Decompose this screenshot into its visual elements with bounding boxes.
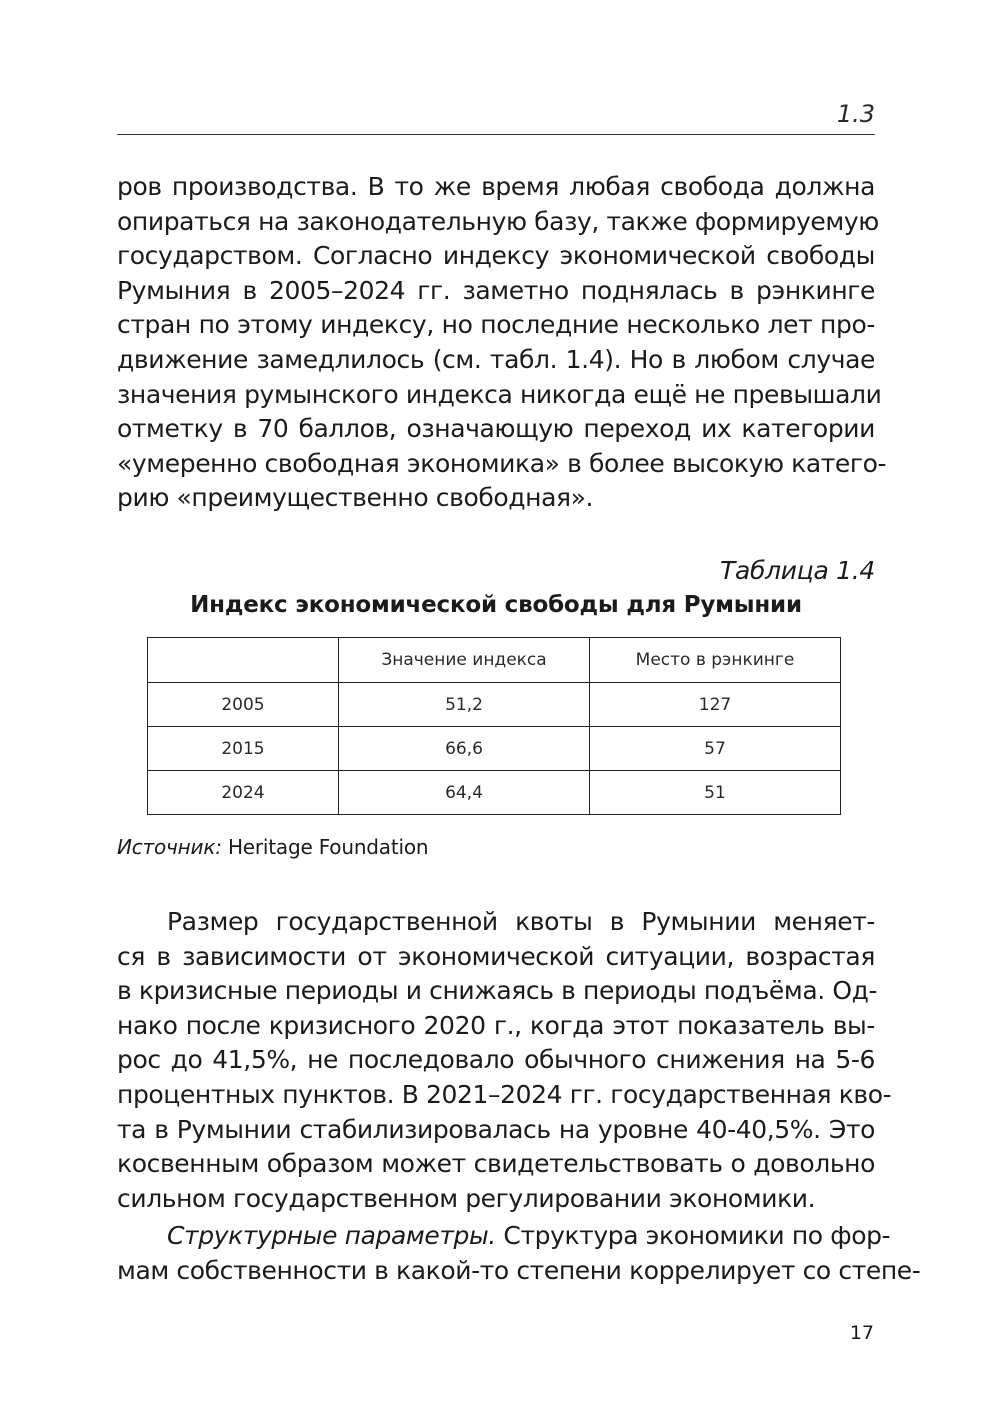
text-line: ров производства. В то же время любая свобода должна bbox=[117, 172, 875, 201]
table-source bbox=[117, 835, 428, 859]
table-row bbox=[148, 727, 841, 771]
text-line: та в Румынии стабилизировалась на уровне 40-40,5%. Это bbox=[117, 1114, 875, 1144]
text-line: Румыния в 2005–2024 гг. заметно поднялась в рэнкинге bbox=[117, 275, 875, 305]
header-rule bbox=[117, 134, 875, 135]
header-cell: Значение индекса bbox=[339, 638, 590, 683]
paragraph-3 bbox=[117, 1219, 921, 1288]
table-cell: 51,2 bbox=[339, 683, 590, 727]
table-cell: 64,4 bbox=[339, 771, 590, 815]
table-cell: 51 bbox=[590, 771, 841, 815]
text-line: стран по этому индексу, но последние несколько лет про- bbox=[117, 310, 875, 340]
text-line: движение замедлилось (см. табл. 1.4). Но в любом случае bbox=[117, 344, 875, 374]
table-header-row bbox=[148, 638, 841, 683]
paragraph-2 bbox=[117, 905, 892, 1216]
text-line: косвенным образом может свидетельствовать о довольно bbox=[117, 1149, 875, 1179]
paragraph-1 bbox=[117, 170, 887, 516]
text-line: нако после кризисного 2020 г., когда этот показатель вы- bbox=[117, 1010, 875, 1040]
text-line: сильном государственном регулировании экономики. bbox=[117, 1183, 816, 1213]
text-line: значения румынского индекса никогда ещё не превышали bbox=[117, 379, 882, 409]
table-row bbox=[148, 683, 841, 727]
text-line: в кризисные периоды и снижаясь в периоды подъёма. Од- bbox=[117, 976, 878, 1006]
table-cell: 66,6 bbox=[339, 727, 590, 771]
text-line: опираться на законодательную базу, также формируемую bbox=[117, 206, 879, 236]
text-line: государством. Согласно индексу экономической свободы bbox=[117, 241, 875, 271]
source-label: Источник: bbox=[117, 835, 222, 859]
header-cell: Место в рэнкинге bbox=[590, 638, 841, 683]
table-row bbox=[148, 771, 841, 815]
table-cell: 2024 bbox=[148, 771, 339, 815]
table-cell: 57 bbox=[590, 727, 841, 771]
text-line: рос до 41,5%, не последовало обычного снижения на 5-6 bbox=[117, 1045, 875, 1075]
text-line bbox=[117, 1219, 891, 1254]
source-value: Heritage Foundation bbox=[227, 835, 429, 859]
text-line: отметку в 70 баллов, означающую переход их категории bbox=[117, 414, 875, 444]
header-cell bbox=[148, 638, 339, 683]
text-line: процентных пунктов. В 2021–2024 гг. государственная кво- bbox=[117, 1079, 892, 1109]
text-line: «умеренно свободная экономика» в более высокую катего- bbox=[117, 448, 887, 478]
text-line: мам собственности в какой-то степени коррелирует со степе- bbox=[117, 1255, 921, 1285]
text-line: рию «преимущественно свободная». bbox=[117, 483, 594, 513]
table-cell: 127 bbox=[590, 683, 841, 727]
section-number: 1.3 bbox=[836, 100, 875, 128]
table-cell: 2015 bbox=[148, 727, 339, 771]
paragraph-lead: Структурные параметры. bbox=[167, 1221, 496, 1250]
table-title: Индекс экономической свободы для Румынии bbox=[190, 592, 802, 618]
index-table bbox=[147, 637, 841, 815]
text-line: Размер государственной квоты в Румынии меняет- bbox=[167, 907, 875, 936]
table-caption: Таблица 1.4 bbox=[720, 556, 875, 585]
paragraph-text: Структура экономики по фор- bbox=[495, 1221, 891, 1250]
text-line: ся в зависимости от экономической ситуации, возрастая bbox=[117, 941, 875, 971]
page-number: 17 bbox=[849, 1322, 874, 1344]
table-cell: 2005 bbox=[148, 683, 339, 727]
